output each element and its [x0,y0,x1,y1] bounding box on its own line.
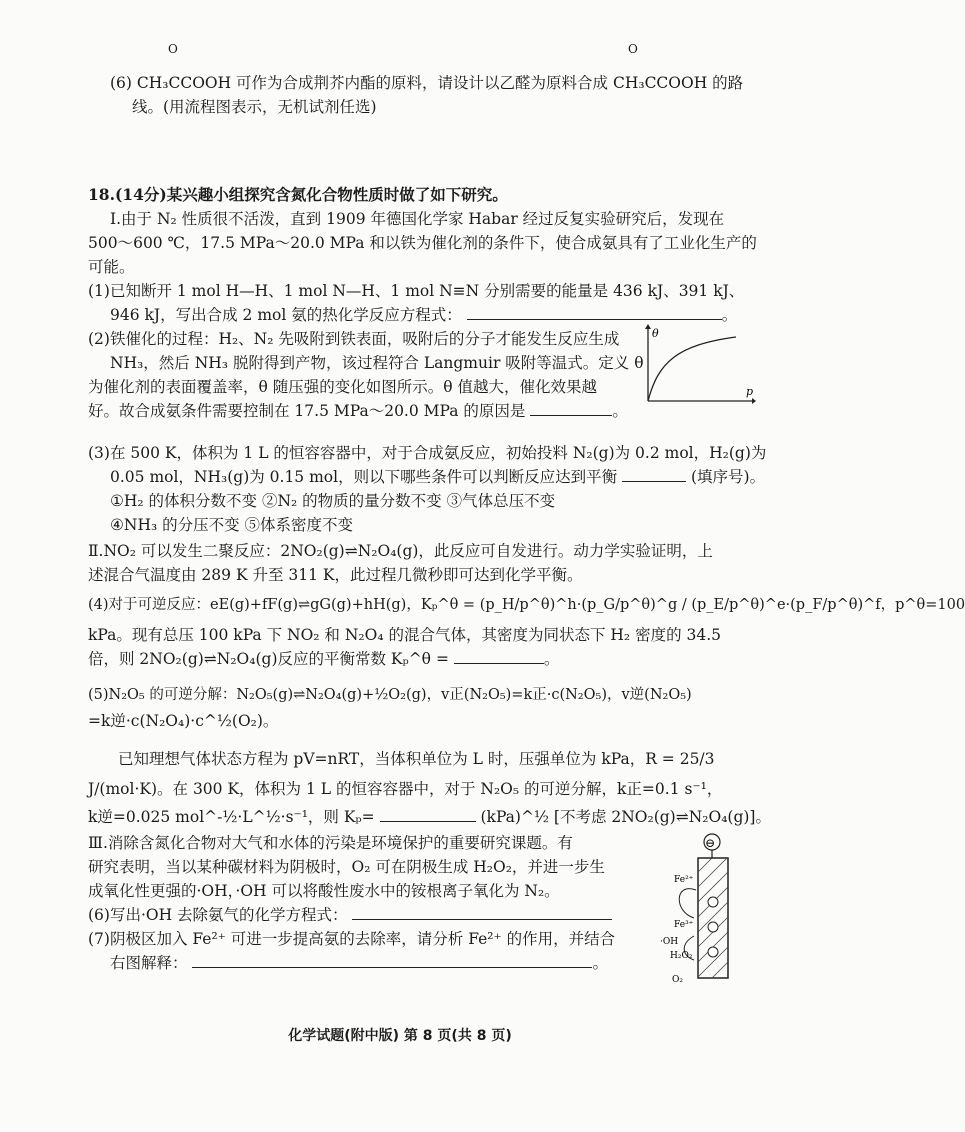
coverage-graph [636,323,756,408]
bubble-icon [708,922,718,932]
part3-line3: 成氧化性更强的·OH，·OH 可以将酸性废水中的铵根离子氧化为 N₂。 [88,882,560,900]
q1-line1: (1)已知断开 1 mol H—H、1 mol N—H、1 mol N≡N 分别需要的能量是 436 kJ、391 kJ、 [88,282,745,300]
part1-line3: 可能。 [88,258,135,276]
q7-answer-blank[interactable] [192,953,592,968]
q7-text: 右图解释： [110,954,188,972]
q1-answer-blank[interactable] [467,305,722,320]
q5-line4: J/(mol·K)。在 300 K，体积为 1 L 的恒容容器中，对于 N₂O₅ 的可逆分解，k正=0.1 s⁻¹， [88,780,723,798]
q3-options-1: ①H₂ 的体积分数不变 ②N₂ 的物质的量分数不变 ③气体总压不变 [110,492,556,510]
bubble-icon [708,947,718,957]
q5-answer-blank[interactable] [380,807,476,822]
part2-line2: 述混合气温度由 289 K 升至 311 K，此过程几微秒即可达到化学平衡。 [88,566,583,584]
cathode-hatching [698,858,728,978]
q4-line2: kPa。现有总压 100 kPa 下 NO₂ 和 N₂O₄ 的混合气体，其密度为同状态下 H₂ 密度的 34.5 [88,626,722,644]
q5-line1: (5)N₂O₅ 的可逆分解：N₂O₅(g)⇌N₂O₄(g)+½O₂(g)，v正(N₂O₅)=k正·c(N₂O₅)，v逆(N₂O₅) [88,687,692,703]
graph-x-arrow [752,398,756,404]
q3-answer-blank[interactable] [622,467,686,482]
q1-text: 946 kJ，写出合成 2 mol 氨的热化学反应方程式： [110,306,462,324]
graph-curve [648,337,736,401]
part3-line2: 研究表明，当以某种碳材料为阴极时，O₂ 可在阴极生成 H₂O₂，并进一步生 [88,858,605,876]
q3-text-end: (填序号)。 [690,468,766,486]
q5-text: k逆=0.025 mol^-½·L^½·s⁻¹，则 Kₚ= [88,808,375,826]
q5-line5 [88,806,771,828]
q18-title: 18.(14分)某兴趣小组探究含氮化合物性质时做了如下研究。 [88,185,508,204]
q17-item6-cont: 线。(用流程图表示，无机试剂任选) [132,98,377,116]
q1-line2: 946 kJ，写出合成 2 mol 氨的热化学反应方程式： 。 [110,306,738,324]
graph-x-label: p [746,385,754,398]
q4-text: 倍，则 2NO₂(g)⇌N₂O₄(g)反应的平衡常数 Kₚ^θ = [88,650,449,668]
q3-line1: (3)在 500 K，体积为 1 L 的恒容容器中，对于合成氨反应，初始投料 N₂(g)为 0.2 mol，H₂(g)为 [88,444,767,462]
fe2-label: Fe²⁺ [674,875,694,885]
q4-line1: (4)对于可逆反应：eE(g)+fF(g)⇌gG(g)+hH(g)，Kₚ^θ = (p_H/p^θ)^h·(p_G/p^θ)^g / (p_E/p^θ)^e·(p_F/p^θ)^f，p^θ=100 [88,597,965,613]
o2-label: O₂ [672,975,683,985]
part2-line1: Ⅱ.NO₂ 可以发生二聚反应：2NO₂(g)⇌N₂O₄(g)，此反应可自发进行。动力学实验证明，上 [88,542,713,560]
q4-line3: 倍，则 2NO₂(g)⇌N₂O₄(g)反应的平衡常数 Kₚ^θ = 。 [88,650,560,668]
fe3-label: Fe³⁺ [674,920,694,930]
cathode-diagram [660,832,770,987]
q2-line4: 好。故合成氨条件需要控制在 17.5 MPa～20.0 MPa 的原因是 。 [88,402,628,420]
q2-line2: NH₃，然后 NH₃ 脱附得到产物，该过程符合 Langmuir 吸附等温式。定义 θ [110,354,644,372]
oh-label: ·OH [660,937,679,947]
q2-text: 好。故合成氨条件需要控制在 17.5 MPa～20.0 MPa 的原因是 [88,402,526,420]
struct-o-left: O [168,42,178,56]
q7-line2: 右图解释： 。 [110,954,608,972]
q3-text: 0.05 mol，NH₃(g)为 0.15 mol，则以下哪些条件可以判断反应达到平衡 [110,468,618,486]
cathode-terminal-label: ⊖ [705,836,716,850]
q2-answer-blank[interactable] [530,401,612,416]
q2-line1: (2)铁催化的过程：H₂、N₂ 先吸附到铁表面，吸附后的分子才能发生反应生成 [88,330,620,348]
q6-text: (6)写出·OH 去除氨气的化学方程式： [88,906,348,924]
q17-item6: (6) CH₃CCOOH 可作为合成荆芥内酯的原料，请设计以乙醛为原料合成 CH₃CCOOH 的路 [110,74,744,92]
part1-line2: 500～600 ℃，17.5 MPa～20.0 MPa 和以铁为催化剂的条件下，使合成氨具有了工业化生产的 [88,234,757,252]
q4-answer-blank[interactable] [454,649,544,664]
q5-text-end: (kPa)^½ [不考虑 2NO₂(g)⇌N₂O₄(g)]。 [480,808,771,826]
part1-line1: Ⅰ.由于 N₂ 性质很不活泼，直到 1909 年德国化学家 Habar 经过反复实验研究后，发现在 [110,210,725,228]
q5-line2: =k逆·c(N₂O₄)·c^½(O₂)。 [88,712,279,730]
struct-o-right: O [628,42,638,56]
bubble-icon [708,897,718,907]
graph-y-arrow [645,324,651,329]
q5-line3: 已知理想气体状态方程为 pV=nRT，当体积单位为 L 时，压强单位为 kPa，R = 25/3 [118,750,715,768]
fe-cycle-arrow [679,889,696,918]
graph-y-label: θ [652,327,659,340]
q7-line1: (7)阴极区加入 Fe²⁺ 可进一步提高氨的去除率，请分析 Fe²⁺ 的作用，并结合 [88,930,616,948]
q3-options-2: ④NH₃ 的分压不变 ⑤体系密度不变 [110,516,354,534]
q6-answer-blank[interactable] [352,905,612,920]
q3-line2 [110,466,765,488]
page-footer: 化学试题(附中版) 第 8 页(共 8 页) [288,1028,512,1044]
h2o2-label: H₂O₂ [670,951,693,961]
q6-line [88,904,612,926]
part3-line1: Ⅲ.消除含氮化合物对大气和水体的污染是环境保护的重要研究课题。有 [88,834,573,852]
q2-line3: 为催化剂的表面覆盖率，θ 随压强的变化如图所示。θ 值越大，催化效果越 [88,378,598,396]
